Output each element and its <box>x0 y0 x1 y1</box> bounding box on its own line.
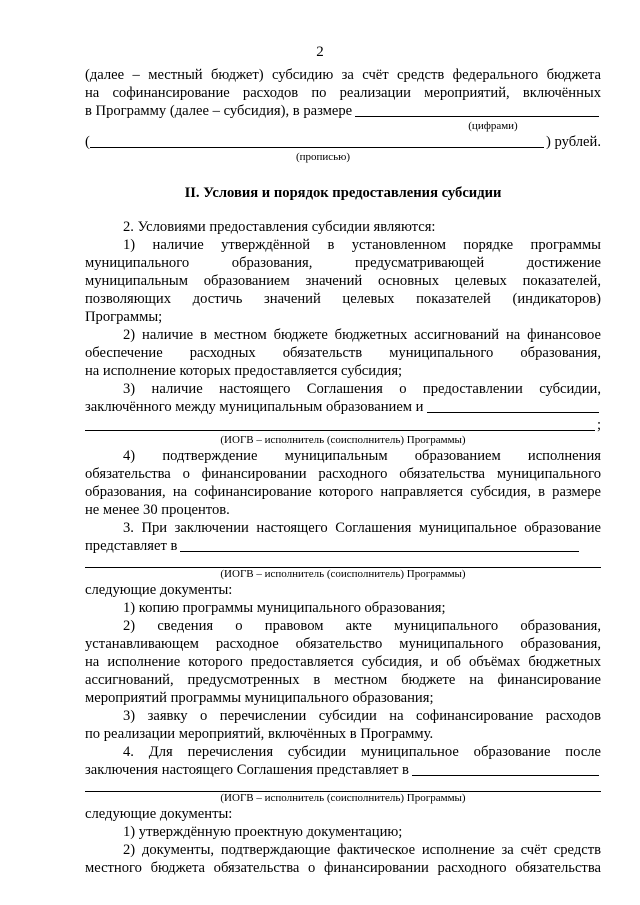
p3-recipient-field-continued[interactable] <box>85 555 601 568</box>
amount-words-field[interactable] <box>90 134 544 148</box>
rubles-label: ) рублей. <box>546 134 601 150</box>
p2-party-field-continued[interactable] <box>85 417 595 431</box>
p3-doc-1: 1) копию программы муниципального образования; <box>123 600 446 616</box>
semicolon: ; <box>596 417 601 433</box>
document-body <box>85 66 601 877</box>
p2-item3-party-row <box>85 398 601 416</box>
p3-recipient-row <box>85 537 601 555</box>
p3-doc-2-line: 2) сведения о правовом акте муниципального образования, <box>123 618 601 634</box>
p2-item1-line: муниципального образования, предусматривающей достижение <box>85 255 601 271</box>
p2-item4-line: образования, на софинансирование которого направляется субсидия, в размере <box>85 484 601 500</box>
p3-doc-2-line: на исполнение которого предоставляется субсидия, и об объёмах бюджетных <box>85 654 601 670</box>
p2-party-continuation-row <box>85 416 601 434</box>
p3-doc-3-line: 3) заявку о перечислении субсидии на софинансирование расходов <box>123 708 601 724</box>
p2-item1-line: муниципальным образованием значений основных целевых показателей, <box>85 273 601 289</box>
intro-line-1: (далее – местный бюджет) субсидию за счёт средств федерального бюджета <box>85 67 601 83</box>
intro-line-3: в Программу (далее – субсидия), в размере <box>85 103 353 119</box>
p2-party-field[interactable] <box>427 399 600 413</box>
p4-doc-2-line: 2) документы, подтверждающие фактическое исполнение за счёт средств <box>123 842 601 858</box>
p2-item1-line: позволяющих достичь значений целевых показателей (индикаторов) <box>85 291 601 307</box>
p3-docs-lead: следующие документы: <box>85 582 233 598</box>
p2-item4-line: 4) подтверждение муниципальным образованием исполнения <box>123 448 601 464</box>
amount-words-row <box>85 133 601 151</box>
p3-line-2: представляет в <box>85 538 178 554</box>
p2-lead: 2. Условиями предоставления субсидии являются: <box>123 219 436 235</box>
p3-doc-2-line: устанавливающем расходное обязательство муниципального образования, <box>85 636 601 652</box>
p3-recipient-field[interactable] <box>180 538 579 552</box>
intro-line-2: на софинансирование расходов по реализации мероприятий, включённых <box>85 85 601 101</box>
p4-line-1: 4. Для перечисления субсидии муниципальное образование после <box>123 744 601 760</box>
p2-item2-line: обеспечение расходных обязательств муниципального образования, <box>85 345 601 361</box>
caption-iogv: (ИОГВ – исполнитель (соисполнитель) Программы) <box>220 568 466 580</box>
p2-item2-line: 2) наличие в местном бюджете бюджетных ассигнований на финансовое <box>123 327 601 343</box>
caption-digits: (цифрами) <box>468 120 518 132</box>
p4-doc-2-line: местного бюджета обязательства о финансировании расходного обязательства <box>85 860 601 876</box>
p2-item4-line: обязательства о финансировании расходного обязательства муниципального <box>85 466 601 482</box>
p4-recipient-field[interactable] <box>412 762 599 776</box>
p2-item1-line: Программы; <box>85 309 163 325</box>
caption-words: (прописью) <box>295 151 351 163</box>
p2-item3-line: заключённого между муниципальным образованием и <box>85 399 424 415</box>
p4-recipient-row <box>85 761 601 779</box>
p3-doc-3-line: по реализации мероприятий, включённых в Программу. <box>85 726 434 742</box>
caption-iogv: (ИОГВ – исполнитель (соисполнитель) Программы) <box>220 434 466 446</box>
amount-digits-field[interactable] <box>355 103 599 117</box>
p2-item4-line: не менее 30 процентов. <box>85 502 230 518</box>
section-title: II. Условия и порядок предоставления субсидии <box>184 185 502 201</box>
p2-item3-line: 3) наличие настоящего Соглашения о предоставлении субсидии, <box>123 381 601 397</box>
p2-item2-line: на исполнение которых предоставляется субсидия; <box>85 363 403 379</box>
p4-recipient-field-continued[interactable] <box>85 779 601 792</box>
p4-line-2: заключения настоящего Соглашения представляет в <box>85 762 409 778</box>
open-paren: ( <box>85 134 90 150</box>
amount-digits-row <box>85 102 601 120</box>
page-number: 2 <box>316 44 324 60</box>
p3-doc-2-line: мероприятий программы муниципального образования; <box>85 690 434 706</box>
p2-item1-line: 1) наличие утверждённой в установленном порядке программы <box>123 237 601 253</box>
p4-docs-lead: следующие документы: <box>85 806 233 822</box>
p4-doc-1: 1) утверждённую проектную документацию; <box>123 824 403 840</box>
caption-iogv: (ИОГВ – исполнитель (соисполнитель) Программы) <box>220 792 466 804</box>
p3-line-1: 3. При заключении настоящего Соглашения муниципальное образование <box>123 520 601 536</box>
p3-doc-2-line: ассигнований, предусмотренных в местном бюджете на финансирование <box>85 672 601 688</box>
